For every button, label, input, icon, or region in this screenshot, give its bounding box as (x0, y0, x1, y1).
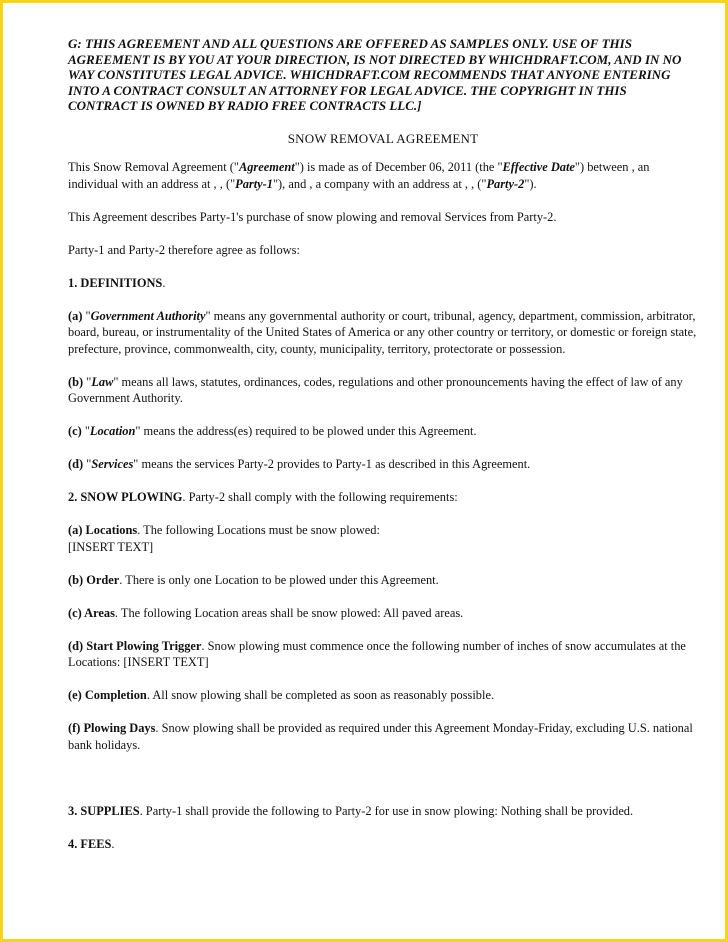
definition-a-label: (a) (68, 308, 83, 323)
definition-a-quote: " (82, 308, 91, 323)
clause-2b (68, 572, 698, 589)
clause-2a (68, 522, 698, 555)
term-party-1: Party-1 (235, 176, 273, 191)
section-2-heading (68, 489, 698, 506)
intro-text-2: ") is made as of December 06, 2011 (the " (294, 160, 503, 175)
clause-2e-label: (e) Completion (68, 688, 147, 703)
definition-b-label: (b) (68, 374, 84, 389)
document-page (3, 3, 725, 939)
section-3 (68, 803, 698, 820)
intro-text-1: This Snow Removal Agreement (" (68, 160, 239, 175)
clause-2a-insert: [INSERT TEXT] (68, 539, 154, 554)
clause-2d-label: (d) Start Plowing Trigger (68, 638, 202, 653)
clause-2d (68, 638, 698, 671)
definition-b-quote: " (83, 374, 92, 389)
clause-2f-label: (f) Plowing Days (68, 721, 156, 736)
document-title: SNOW REMOVAL AGREEMENT (287, 130, 479, 146)
clause-2c-text: . The following Location areas shall be snow plowed: All paved areas. (114, 605, 464, 620)
clause-2f (68, 720, 698, 753)
clause-2a-label: (a) Locations (68, 523, 138, 538)
term-agreement: Agreement (238, 160, 295, 175)
section-1-heading (68, 275, 698, 292)
supplies-heading: 3. SUPPLIES (68, 803, 140, 818)
describes-paragraph: This Agreement describes Party-1's purchase of snow plowing and removal Services from Party-2. (68, 209, 557, 224)
intro-paragraph (68, 159, 698, 192)
definition-c-label: (c) (68, 424, 82, 439)
definition-c (68, 423, 698, 440)
supplies-text: . Party-1 shall provide the following to Party-2 for use in snow plowing: Nothing shall be provided. (139, 803, 634, 818)
clause-2c-label: (c) Areas (68, 605, 115, 620)
definition-a-term: Government Authority (90, 308, 206, 323)
clause-2f-text: . Snow plowing shall be provided as required under this Agreement Monday-Friday, excluding U.S. national bank holidays. (68, 721, 693, 752)
snow-plowing-intro: . Party-2 shall comply with the following requirements: (182, 490, 458, 505)
definition-d-quote: " (83, 457, 92, 472)
clause-2e (68, 687, 698, 704)
term-party-2: Party-2 (486, 176, 525, 191)
intro-text-4: "), and , a company with an address at , , (" (273, 176, 487, 191)
definition-d-text: " means the services Party-2 provides to Party-1 as described in this Agreement. (133, 457, 531, 472)
clause-2c (68, 605, 698, 622)
disclaimer-paragraph: G: THIS AGREEMENT AND ALL QUESTIONS ARE OFFERED AS SAMPLES ONLY. USE OF THIS AGREEMENT IS BY YOU AT YOUR DIRECTION, IS NOT DIRECTED BY WHICHDRAFT.COM, AND IN NO WAY CONSTITUTES LEGAL ADVICE. WHICHDRAFT.COM RECOMMENDS THAT ANYONE ENTERING INTO A CONTRACT CONSULT AN ATTORNEY FOR LEGAL ADVICE. THE COPYRIGHT IN THIS CONTRACT IS OWNED BY RADIO FREE CONTRACTS LLC.] (68, 36, 682, 114)
intro-text-5: "). (524, 176, 537, 191)
fees-heading: 4. FEES (68, 836, 112, 851)
clause-2d-text: . Snow plowing must commence once the following number of inches of snow accumulates at the Locations: [INSERT TEXT] (68, 638, 686, 670)
definition-b-term: Law (91, 374, 114, 389)
term-effective-date: Effective Date (502, 160, 575, 175)
definitions-heading-period: . (162, 275, 166, 290)
definition-d-term: Services (91, 457, 134, 472)
definitions-heading: 1. DEFINITIONS (68, 275, 163, 290)
definition-c-quote: " (81, 424, 90, 439)
definition-d-label: (d) (68, 457, 84, 472)
therefore-paragraph: Party-1 and Party-2 therefore agree as follows: (68, 242, 300, 257)
definition-b (68, 374, 698, 407)
intro-text-3: ") between , an individual with an address at , , (" (68, 160, 650, 191)
section-spacer (68, 770, 698, 803)
definition-a-text: " means any governmental authority or court, tribunal, agency, department, commission, arbitrator, board, bureau, or instrumentality of the United States of America or any other country or territory, or domestic or foreign state, prefecture, province, commonwealth, city, county, municipality, territory, protectorate or possession. (68, 308, 697, 356)
snow-plowing-heading: 2. SNOW PLOWING (68, 490, 183, 505)
section-4 (68, 836, 698, 853)
definition-b-text: " means all laws, statutes, ordinances, codes, regulations and other pronouncements having the effect of law of any Government Authority. (68, 374, 683, 406)
clause-2a-text: . The following Locations must be snow plowed: (137, 523, 380, 538)
definition-c-text: " means the address(es) required to be plowed under this Agreement. (135, 424, 477, 439)
clause-2e-text: . All snow plowing shall be completed as soon as reasonably possible. (146, 688, 495, 703)
fees-text: . (111, 836, 115, 851)
clause-2b-label: (b) Order (68, 572, 120, 587)
definition-c-term: Location (89, 424, 136, 439)
document-body (68, 36, 698, 869)
definition-d (68, 456, 698, 473)
clause-2b-text: . There is only one Location to be plowed under this Agreement. (119, 572, 439, 587)
definition-a (68, 308, 698, 358)
